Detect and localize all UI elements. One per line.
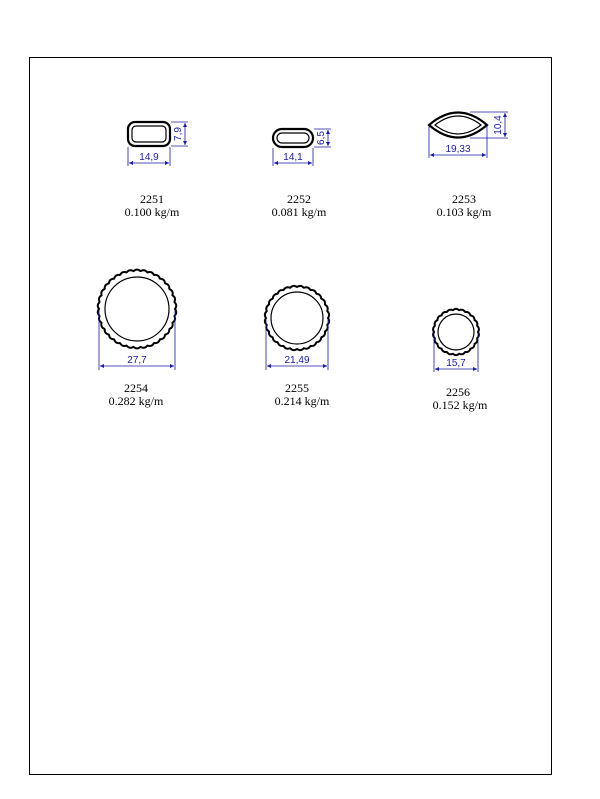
- profile-2256-code: 2256: [446, 385, 470, 399]
- profile-2253-weight: 0.103 kg/m: [436, 205, 492, 219]
- profile-2252-drawing: [273, 129, 331, 166]
- profile-2253-height-label: 10,4: [493, 115, 504, 135]
- profile-2252-height-label: 6,5: [316, 131, 327, 145]
- profile-2252-width-label: 14,1: [283, 152, 303, 163]
- profile-2251-weight: 0.100 kg/m: [124, 205, 180, 219]
- profile-2255-code: 2255: [285, 381, 309, 395]
- profile-2251-drawing: [128, 122, 188, 166]
- profile-2256-weight: 0.152 kg/m: [432, 398, 488, 412]
- profile-2254-drawing: [98, 270, 176, 370]
- profile-2253-code: 2253: [452, 192, 476, 206]
- profile-2253-width-label: 19,33: [445, 144, 471, 155]
- profile-2253-drawing: [429, 112, 508, 158]
- profile-2256-drawing: [433, 309, 479, 372]
- profile-2255-diameter-label: 21,49: [284, 355, 310, 366]
- profile-2252-code: 2252: [287, 192, 311, 206]
- profile-2256-diameter-label: 15,7: [446, 358, 466, 369]
- profile-2251-height-label: 7,9: [173, 127, 184, 141]
- profile-2255-drawing: [265, 286, 329, 370]
- profile-2251-width-label: 14,9: [139, 152, 159, 163]
- profile-2251-code: 2251: [140, 192, 164, 206]
- profile-2254-code: 2254: [124, 381, 148, 395]
- profile-2252-weight: 0.081 kg/m: [271, 205, 327, 219]
- profile-2254-diameter-label: 27,7: [127, 355, 147, 366]
- profile-2255-weight: 0.214 kg/m: [274, 394, 330, 408]
- profile-2254-weight: 0.282 kg/m: [108, 394, 164, 408]
